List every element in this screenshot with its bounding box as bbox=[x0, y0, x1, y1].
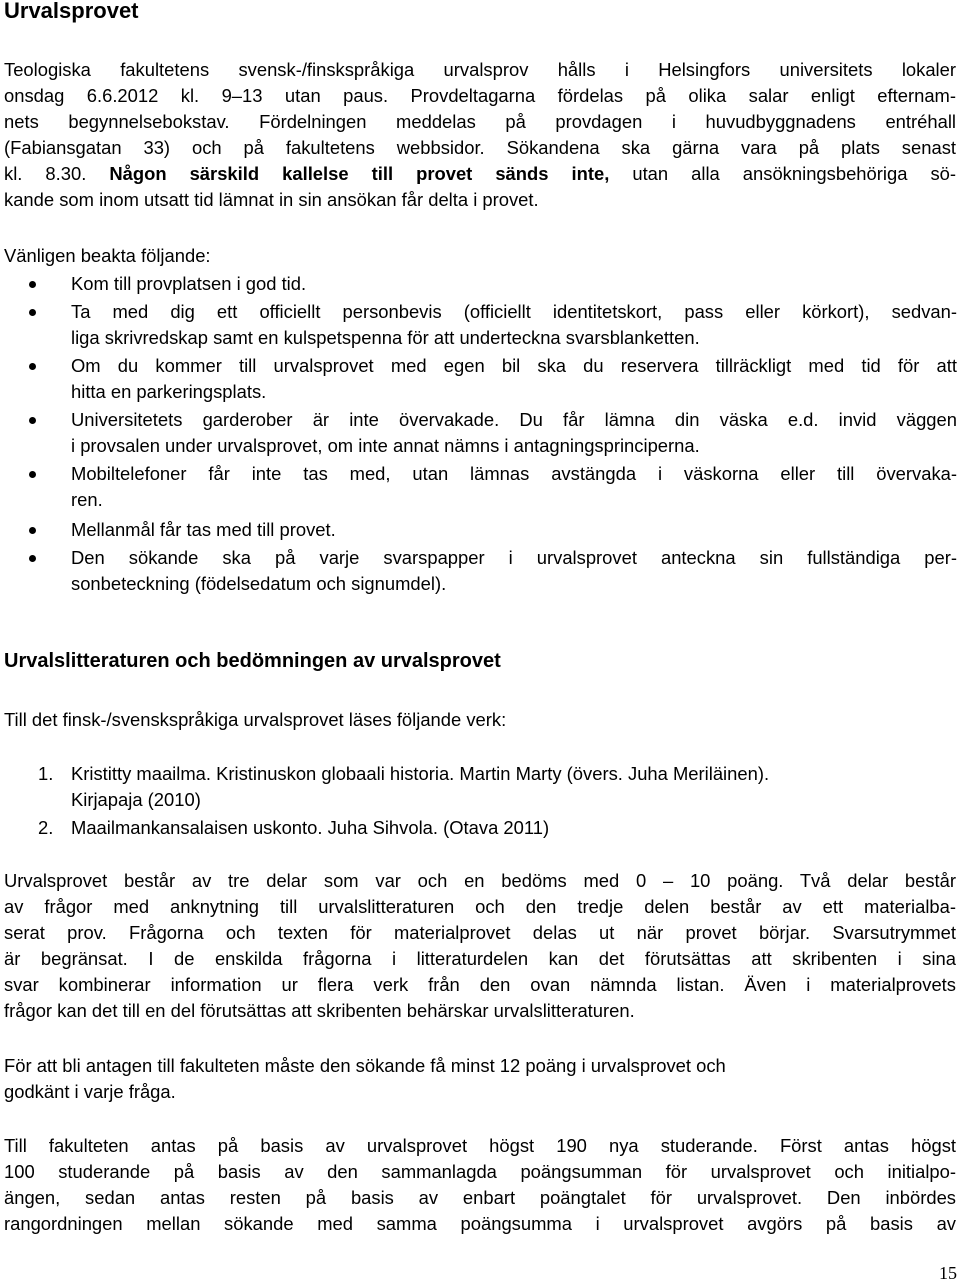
text-line: 100 studerande på basis av den sammanlagda poängsumman för urvalsprovet och initialpo- bbox=[4, 1161, 956, 1182]
text-line: ren. bbox=[71, 489, 103, 510]
bullet-icon bbox=[29, 363, 36, 370]
text-line: Urvalsprovet består av tre delar som var och en bedöms med 0 – 10 poäng. Två delar består bbox=[4, 870, 956, 891]
bullet-icon bbox=[29, 281, 36, 288]
text-line: liga skrivredskap samt en kulspetspenna för att underteckna svarsblanketten. bbox=[71, 327, 700, 348]
notice-intro bbox=[4, 243, 956, 269]
text-line: är begränsat. I de enskilda frågorna i litteraturdelen kan det förutsättas att skribenten i sina bbox=[4, 948, 956, 969]
text-line: hitta en parkeringsplats. bbox=[71, 381, 267, 402]
text-line: (Fabiansgatan 33) och på fakultetens webbsidor. Sökandena ska gärna vara på plats senast bbox=[4, 137, 956, 158]
text-line: godkänt i varje fråga. bbox=[4, 1081, 176, 1102]
text-line: Vänligen beakta följande: bbox=[4, 245, 211, 266]
bullet-icon bbox=[29, 417, 36, 424]
intro-paragraph bbox=[4, 57, 956, 213]
text-line: frågor kan det till en del förutsättas att skribenten behärskar urvalslitteraturen. bbox=[4, 1000, 635, 1021]
text-line: Maailmankansalaisen uskonto. Juha Sihvola. (Otava 2011) bbox=[71, 817, 550, 838]
text-line: kande som inom utsatt tid lämnat in sin ansökan får delta i provet. bbox=[4, 189, 539, 210]
text-line: Om du kommer till urvalsprovet med egen bil ska du reservera tillräckligt med tid för att bbox=[71, 355, 957, 376]
text-line: nets begynnelsebokstav. Fördelningen meddelas på provdagen i huvudbyggnadens entréhall bbox=[4, 111, 956, 132]
bullet-icon bbox=[29, 309, 36, 316]
bold-notice: Någon särskild kallelse till provet sänds inte, bbox=[109, 163, 610, 184]
page-number: 15 bbox=[939, 1263, 957, 1283]
text-line: Kom till provplatsen i god tid. bbox=[71, 273, 307, 294]
text-line: ängen, sedan antas resten på basis av enbart poängtalet för urvalsprovet. Den inbördes bbox=[4, 1187, 956, 1208]
bullet-icon bbox=[29, 555, 36, 562]
text-line: i provsalen under urvalsprovet, om inte annat nämns i antagningsprinciperna. bbox=[71, 435, 700, 456]
text-line: Kirjapaja (2010) bbox=[71, 789, 201, 810]
text-line: Teologiska fakultetens svensk-/finskspråkiga urvalsprov hålls i Helsingfors universitets lokaler bbox=[4, 59, 956, 80]
text-line: sonbeteckning (födelsedatum och signumdel). bbox=[71, 573, 447, 594]
text-line: svar kombinerar information ur flera verk från den ovan nämnda listan. Även i materialprovets bbox=[4, 974, 956, 995]
text-line: Mobiltelefoner får inte tas med, utan lämnas avstängda i väskorna eller till övervaka- bbox=[71, 463, 957, 484]
text-line: Den sökande ska på varje svarspapper i urvalsprovet anteckna sin fullständiga per- bbox=[71, 547, 957, 568]
text-line: Till fakulteten antas på basis av urvalsprovet högst 190 nya studerande. Först antas högst bbox=[4, 1135, 956, 1156]
text-line: Kristitty maailma. Kristinuskon globaali historia. Martin Marty (övers. Juha Meriläinen). bbox=[71, 763, 770, 784]
text-line: onsdag 6.6.2012 kl. 9–13 utan paus. Provdeltagarna fördelas på olika salar enligt efternam- bbox=[4, 85, 956, 106]
text-run: utan alla ansökningsbehöriga sö- bbox=[609, 163, 956, 184]
text-run: kl. 8.30. bbox=[4, 163, 110, 184]
list-number: 1. bbox=[38, 763, 54, 784]
text-line: av frågor med anknytning till urvalslitteraturen och den tredje delen består av ett materialba- bbox=[4, 896, 956, 917]
text-line: rangordningen mellan sökande med samma poängsumma i urvalsprovet avgörs på basis av bbox=[4, 1213, 956, 1234]
minimum-paragraph bbox=[4, 1053, 956, 1105]
structure-paragraph bbox=[4, 868, 956, 1024]
text-line: För att bli antagen till fakulteten måste den sökande få minst 12 poäng i urvalsprovet och bbox=[4, 1055, 726, 1076]
text-line: Mellanmål får tas med till provet. bbox=[71, 519, 336, 540]
literature-intro bbox=[4, 707, 956, 733]
page-title: Urvalsprovet bbox=[4, 0, 139, 23]
text-line: Universitetets garderober är inte övervakade. Du får lämna din väska e.d. invid väggen bbox=[71, 409, 957, 430]
admission-paragraph bbox=[4, 1133, 956, 1237]
text-line bbox=[4, 161, 956, 187]
bullet-icon bbox=[29, 471, 36, 478]
text-line: serat prov. Frågorna och texten för materialprovet delas ut när provet börjar. Svarsutrymmet bbox=[4, 922, 956, 943]
section-heading: Urvalslitteraturen och bedömningen av urvalsprovet bbox=[4, 650, 501, 672]
text-line: Till det finsk-/svenskspråkiga urvalsprovet läses följande verk: bbox=[4, 709, 507, 730]
text-line: Ta med dig ett officiellt personbevis (officiellt identitetskort, pass eller körkort), sedvan- bbox=[71, 301, 957, 322]
list-number: 2. bbox=[38, 817, 54, 838]
bullet-icon bbox=[29, 527, 36, 534]
